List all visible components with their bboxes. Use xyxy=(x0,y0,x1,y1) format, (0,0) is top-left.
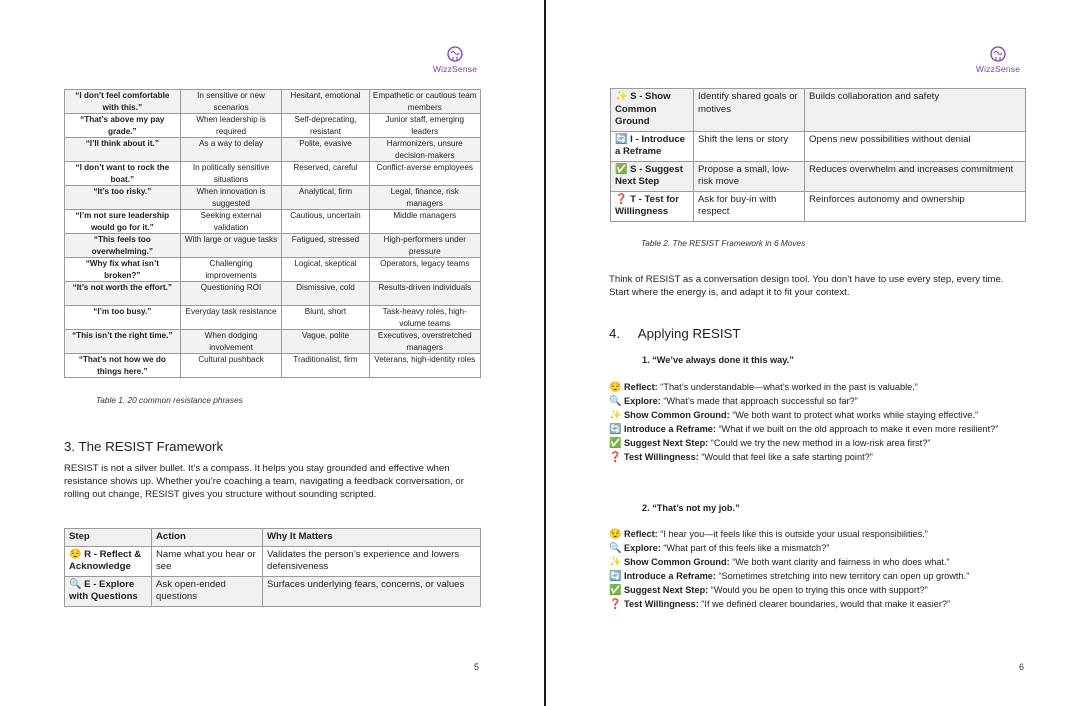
cell-step xyxy=(65,576,152,606)
cell-step xyxy=(611,191,694,221)
cell-who: High-performers under pressure xyxy=(369,234,481,258)
col-header-action: Action xyxy=(152,529,263,547)
cell-step xyxy=(611,89,694,132)
example-title: 2. “That’s not my job.” xyxy=(642,503,740,513)
example-line xyxy=(609,437,930,450)
cell-who: Results-driven individuals xyxy=(369,282,481,306)
page-number: 6 xyxy=(1019,662,1025,672)
resistance-phrases-table xyxy=(64,89,481,378)
cell-step xyxy=(611,131,694,161)
example-text: “That’s understandable—what’s worked in the past is valuable.” xyxy=(657,382,918,392)
example-text: “We both want clarity and fairness in who does what.” xyxy=(729,557,950,567)
step-label: S - Suggest Next Step xyxy=(615,163,683,187)
table-row xyxy=(65,234,481,258)
cell-step xyxy=(65,546,152,576)
cell-tone: Dismissive, cold xyxy=(282,282,369,306)
table-row xyxy=(65,282,481,306)
example-line xyxy=(609,570,969,583)
cell-tone: Traditionalist, firm xyxy=(282,354,369,378)
cell-when: Seeking external validation xyxy=(180,210,282,234)
example-title: 1. “We’ve always done it this way.” xyxy=(642,355,794,365)
example-line xyxy=(609,542,829,555)
cell-why: Reinforces autonomy and ownership xyxy=(805,191,1026,221)
table-row xyxy=(65,306,481,330)
table-2-caption: Table 2. The RESIST Framework in 6 Moves xyxy=(641,238,806,248)
cell-phrase: “I’m too busy.” xyxy=(65,306,181,330)
step-icon: 🔄 xyxy=(609,424,622,435)
page-number: 5 xyxy=(474,662,480,672)
page-5 xyxy=(0,0,544,706)
cell-who: Conflict-averse employees xyxy=(369,162,481,186)
step-icon: 🔄 xyxy=(609,571,622,582)
cell-action: Identify shared goals or motives xyxy=(694,89,805,132)
cell-when: Cultural pushback xyxy=(180,354,282,378)
cell-action: Propose a small, low-risk move xyxy=(694,161,805,191)
table-row xyxy=(65,162,481,186)
step-label: E - Explore with Questions xyxy=(69,578,138,602)
example-label: Reflect: xyxy=(624,529,658,539)
step-icon: ✨ xyxy=(615,91,628,102)
cell-tone: Reserved, careful xyxy=(282,162,369,186)
step-icon: 😌 xyxy=(69,548,82,560)
cell-who: Junior staff, emerging leaders xyxy=(369,114,481,138)
example-text: “What part of this feels like a mismatch?” xyxy=(660,543,830,553)
resist-framework-table-continued xyxy=(610,88,1026,222)
example-label: Test Willingness: xyxy=(624,599,699,609)
example-line xyxy=(609,528,928,541)
logo-text: WizzSense xyxy=(432,64,478,74)
table-row xyxy=(65,186,481,210)
cell-who: Harmonizers, unsure decision-makers xyxy=(369,138,481,162)
example-label: Introduce a Reframe: xyxy=(624,424,716,434)
cell-when: When dodging involvement xyxy=(180,330,282,354)
step-label: I - Introduce a Reframe xyxy=(615,133,686,157)
cell-tone: Self-deprecating, resistant xyxy=(282,114,369,138)
cell-who: Empathetic or cautious team members xyxy=(369,90,481,114)
example-text: “Could we try the new method in a low-risk area first?” xyxy=(708,438,931,448)
step-label: S - Show Common Ground xyxy=(615,91,671,127)
section-heading-applying xyxy=(609,326,741,341)
cell-tone: Logical, skeptical xyxy=(282,258,369,282)
step-icon: 😌 xyxy=(609,529,622,540)
cell-when: Everyday task resistance xyxy=(180,306,282,330)
col-header-step: Step xyxy=(65,529,152,547)
example-label: Show Common Ground: xyxy=(624,557,730,567)
cell-who: Veterans, high-identity roles xyxy=(369,354,481,378)
table-row xyxy=(611,191,1026,221)
cell-why: Builds collaboration and safety xyxy=(805,89,1026,132)
cell-phrase: “That’s not how we do things here.” xyxy=(65,354,181,378)
cell-phrase: “Why fix what isn’t broken?” xyxy=(65,258,181,282)
cell-who: Operators, legacy teams xyxy=(369,258,481,282)
section-number: 4. xyxy=(609,326,621,341)
cell-why: Surfaces underlying fears, concerns, or values xyxy=(263,576,481,606)
cell-why: Reduces overwhelm and increases commitment xyxy=(805,161,1026,191)
section-title: Applying RESIST xyxy=(637,326,741,341)
think-paragraph: Think of RESIST as a conversation design tool. You don’t have to use every step, every time. Start where the energy is, and adapt it to fit your context. xyxy=(609,274,1004,298)
cell-action: Ask open-ended questions xyxy=(152,576,263,606)
cell-tone: Vague, polite xyxy=(282,330,369,354)
example-line xyxy=(609,395,858,408)
example-label: Introduce a Reframe: xyxy=(624,571,716,581)
cell-tone: Fatigued, stressed xyxy=(282,234,369,258)
example-label: Suggest Next Step: xyxy=(624,438,709,448)
cell-tone: Blunt, short xyxy=(282,306,369,330)
brain-icon xyxy=(445,45,465,65)
step-icon: ❓ xyxy=(615,193,628,205)
table-row xyxy=(65,330,481,354)
step-icon: 🔍 xyxy=(609,396,622,407)
example-text: “I hear you—it feels like this is outside your usual responsibilities.” xyxy=(657,529,928,539)
table-row xyxy=(611,131,1026,161)
step-icon: ✨ xyxy=(609,410,622,421)
brain-icon xyxy=(988,45,1008,65)
section-heading-resist: 3. The RESIST Framework xyxy=(64,439,224,454)
cell-who: Middle managers xyxy=(369,210,481,234)
example-label: Explore: xyxy=(624,396,661,406)
step-icon: ✨ xyxy=(609,557,622,568)
cell-phrase: “I’m not sure leadership would go for it.” xyxy=(65,210,181,234)
example-line xyxy=(609,451,873,464)
step-icon: 🔍 xyxy=(609,543,622,554)
cell-when: Questioning ROI xyxy=(180,282,282,306)
example-line xyxy=(609,598,950,611)
cell-who: Executives, overstretched managers xyxy=(369,330,481,354)
table-1-caption: Table 1. 20 common resistance phrases xyxy=(96,395,243,405)
col-header-why: Why It Matters xyxy=(263,529,481,547)
table-row xyxy=(65,546,481,576)
example-line xyxy=(609,556,950,569)
example-label: Suggest Next Step: xyxy=(624,585,709,595)
cell-tone: Cautious, uncertain xyxy=(282,210,369,234)
table-row xyxy=(65,210,481,234)
table-row xyxy=(65,114,481,138)
example-line xyxy=(609,409,978,422)
cell-when: In sensitive or new scenarios xyxy=(180,90,282,114)
example-line xyxy=(609,381,918,394)
step-icon: ✅ xyxy=(615,163,628,175)
cell-step xyxy=(611,161,694,191)
example-text: “What if we built on the old approach to make it even more resilient?” xyxy=(715,424,999,434)
example-line xyxy=(609,584,928,597)
step-icon: ❓ xyxy=(609,599,622,610)
cell-tone: Analytical, firm xyxy=(282,186,369,210)
cell-phrase: “It’s not worth the effort.” xyxy=(65,282,181,306)
step-label: R - Reflect & Acknowledge xyxy=(69,548,142,572)
example-text: “Would you be open to trying this once with support?” xyxy=(708,585,928,595)
cell-when: In politically sensitive situations xyxy=(180,162,282,186)
cell-phrase: “I don’t want to rock the boat.” xyxy=(65,162,181,186)
cell-why: Opens new possibilities without denial xyxy=(805,131,1026,161)
wizzsense-logo xyxy=(425,45,485,74)
cell-tone: Hesitant, emotional xyxy=(282,90,369,114)
page-6 xyxy=(546,0,1090,706)
example-text: “Would that feel like a safe starting point?” xyxy=(698,452,873,462)
example-label: Reflect: xyxy=(624,382,658,392)
step-icon: 😌 xyxy=(609,382,622,393)
table-row xyxy=(611,89,1026,132)
step-label: T - Test for Willingness xyxy=(615,193,679,217)
resist-intro-paragraph: RESIST is not a silver bullet. It’s a compass. It helps you stay grounded and effective when resistance shows up. Whether you’re coaching a team, navigating a feedback conversation, or rolling out change, RESIST gives you structure without sounding scripted. xyxy=(64,463,464,500)
cell-who: Legal, finance, risk managers xyxy=(369,186,481,210)
step-icon: ✅ xyxy=(609,438,622,449)
example-text: “Sometimes stretching into new territory can open up growth.” xyxy=(715,571,970,581)
step-icon: 🔄 xyxy=(615,133,628,145)
cell-action: Shift the lens or story xyxy=(694,131,805,161)
cell-phrase: “It’s too risky.” xyxy=(65,186,181,210)
cell-phrase: “This feels too overwhelming.” xyxy=(65,234,181,258)
table-row xyxy=(65,354,481,378)
cell-action: Ask for buy-in with respect xyxy=(694,191,805,221)
cell-action: Name what you hear or see xyxy=(152,546,263,576)
example-label: Explore: xyxy=(624,543,661,553)
step-icon: 🔍 xyxy=(69,578,82,590)
cell-when: When innovation is suggested xyxy=(180,186,282,210)
table-row xyxy=(65,258,481,282)
cell-phrase: “I’ll think about it.” xyxy=(65,138,181,162)
cell-when: With large or vague tasks xyxy=(180,234,282,258)
cell-phrase: “That’s above my pay grade.” xyxy=(65,114,181,138)
step-icon: ✅ xyxy=(609,585,622,596)
cell-who: Task-heavy roles, high-volume teams xyxy=(369,306,481,330)
cell-tone: Polite, evasive xyxy=(282,138,369,162)
logo-text: WizzSense xyxy=(975,64,1021,74)
table-row xyxy=(65,138,481,162)
cell-phrase: “I don’t feel comfortable with this.” xyxy=(65,90,181,114)
resist-framework-table xyxy=(64,528,481,607)
example-text: “What’s made that approach successful so far?” xyxy=(660,396,858,406)
step-icon: ❓ xyxy=(609,452,622,463)
cell-when: As a way to delay xyxy=(180,138,282,162)
example-label: Test Willingness: xyxy=(624,452,699,462)
table-row xyxy=(65,90,481,114)
table-row xyxy=(611,161,1026,191)
example-text: “We both want to protect what works while staying effective.” xyxy=(729,410,979,420)
example-line xyxy=(609,423,998,436)
table-row xyxy=(65,576,481,606)
cell-when: When leadership is required xyxy=(180,114,282,138)
cell-when: Challenging improvements xyxy=(180,258,282,282)
wizzsense-logo xyxy=(968,45,1028,74)
example-text: “If we defined clearer boundaries, would that make it easier?” xyxy=(698,599,951,609)
example-label: Show Common Ground: xyxy=(624,410,730,420)
cell-phrase: “This isn’t the right time.” xyxy=(65,330,181,354)
cell-why: Validates the person’s experience and lowers defensiveness xyxy=(263,546,481,576)
